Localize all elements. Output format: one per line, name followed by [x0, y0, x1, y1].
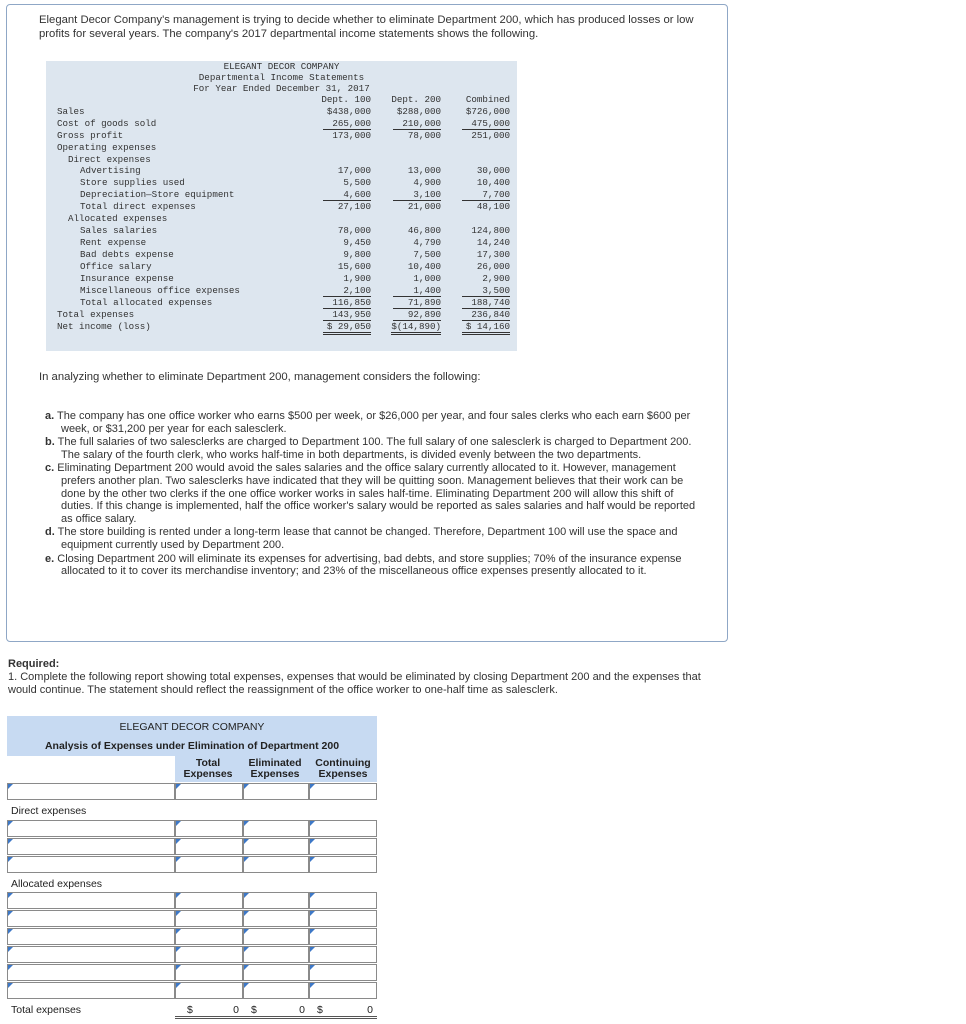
- input-marker-icon: [310, 893, 315, 898]
- input-marker-icon: [176, 839, 181, 844]
- input-marker-icon: [8, 893, 13, 898]
- expense-amount-input[interactable]: [243, 892, 309, 909]
- expense-amount-input[interactable]: [243, 838, 309, 855]
- expense-name-input[interactable]: [7, 946, 175, 963]
- expense-name-input[interactable]: [7, 928, 175, 945]
- statement-value: 7,500: [413, 249, 441, 260]
- expense-amount-input[interactable]: [175, 783, 243, 800]
- statement-value: 27,100: [337, 201, 371, 212]
- analysis-company: ELEGANT DECOR COMPANY: [119, 721, 265, 733]
- consideration-key: c.: [45, 462, 55, 475]
- col-eliminated-line1: Eliminated: [248, 757, 302, 769]
- statement-value: 46,800: [407, 225, 441, 236]
- statement-row-label: Sales: [57, 106, 85, 117]
- currency-sign: $: [187, 1004, 193, 1016]
- statement-value: 475,000: [462, 118, 510, 130]
- consideration-key: e.: [45, 552, 55, 565]
- statement-col-head: Combined: [465, 94, 510, 105]
- allocated-expenses-label: Allocated expenses: [11, 878, 103, 890]
- col-total-header: [175, 758, 241, 780]
- expense-amount-input[interactable]: [175, 838, 243, 855]
- required-section: [8, 658, 708, 697]
- input-marker-icon: [244, 965, 249, 970]
- statement-value: 251,000: [471, 130, 510, 141]
- consideration-item: [45, 553, 705, 578]
- statement-row-label: Total allocated expenses: [80, 297, 213, 308]
- statement-value: 78,000: [337, 225, 371, 236]
- expense-name-input[interactable]: [7, 856, 175, 873]
- statement-row-label: Bad debts expense: [80, 249, 174, 260]
- statement-row-label: Store supplies used: [80, 177, 185, 188]
- statement-value: 10,400: [476, 177, 510, 188]
- col-eliminated-header: [241, 758, 309, 780]
- required-text: 1. Complete the following report showing total expenses, expenses that would be eliminated by closing Department 200 and the expenses that would continue. The statement should reflect the reassignment of the office worker to one-half time as salesclerk.: [8, 671, 701, 696]
- input-marker-icon: [310, 965, 315, 970]
- expense-amount-input[interactable]: [309, 946, 377, 963]
- expense-amount-input[interactable]: [175, 910, 243, 927]
- input-marker-icon: [8, 911, 13, 916]
- input-marker-icon: [8, 839, 13, 844]
- expense-amount-input[interactable]: [243, 946, 309, 963]
- input-marker-icon: [244, 911, 249, 916]
- currency-sign: $: [317, 1004, 323, 1016]
- input-marker-icon: [176, 929, 181, 934]
- input-marker-icon: [244, 893, 249, 898]
- total-expenses-eliminated-cell[interactable]: [243, 1002, 309, 1019]
- statement-value: 143,950: [323, 309, 371, 321]
- input-marker-icon: [244, 983, 249, 988]
- consideration-text: The store building is rented under a long-term lease that cannot be changed. Therefore, Department 100 will use the space and equipment currently used by Department 200.: [57, 526, 678, 551]
- statement-value: 2,900: [482, 273, 510, 284]
- input-marker-icon: [176, 947, 181, 952]
- analysis-input-row: [7, 928, 377, 945]
- analysis-input-row: [7, 892, 377, 909]
- input-marker-icon: [244, 947, 249, 952]
- input-marker-icon: [8, 983, 13, 988]
- total-expenses-total-value: 0: [233, 1004, 239, 1016]
- total-expenses-continuing-value: 0: [367, 1004, 373, 1016]
- direct-expenses-label: Direct expenses: [11, 805, 87, 817]
- expense-amount-input[interactable]: [175, 964, 243, 981]
- consideration-item: [45, 526, 705, 551]
- input-marker-icon: [310, 784, 315, 789]
- input-marker-icon: [176, 857, 181, 862]
- input-marker-icon: [244, 784, 249, 789]
- statement-row-label: Total direct expenses: [80, 201, 196, 212]
- analysis-input-row: [7, 820, 377, 837]
- statement-row-label: Miscellaneous office expenses: [80, 285, 240, 296]
- total-expenses-continuing-cell[interactable]: [309, 1002, 377, 1019]
- problem-box: [6, 4, 728, 642]
- statement-value: 78,000: [407, 130, 441, 141]
- col-total-line2: Expenses: [183, 768, 233, 780]
- statement-value: 92,890: [393, 309, 441, 321]
- statement-value: 3,500: [462, 285, 510, 297]
- considerations-list: [45, 410, 705, 579]
- expense-amount-input[interactable]: [309, 910, 377, 927]
- statement-row-label: Net income (loss): [57, 321, 151, 332]
- expense-amount-input[interactable]: [175, 820, 243, 837]
- statement-value: 30,000: [476, 165, 510, 176]
- statement-value: $438,000: [326, 106, 371, 117]
- input-marker-icon: [8, 784, 13, 789]
- analysis-intro: In analyzing whether to eliminate Department 200, management considers the following:: [39, 371, 481, 383]
- input-marker-icon: [8, 929, 13, 934]
- expense-name-input[interactable]: [7, 892, 175, 909]
- statement-value: 13,000: [407, 165, 441, 176]
- statement-value: 4,900: [413, 177, 441, 188]
- consideration-item: [45, 462, 705, 525]
- col-eliminated-line2: Expenses: [250, 768, 300, 780]
- statement-value: 188,740: [462, 297, 510, 309]
- total-expenses-total-cell[interactable]: [175, 1002, 243, 1019]
- input-marker-icon: [244, 839, 249, 844]
- intro-text: Elegant Decor Company's management is trying to decide whether to eliminate Department 200, which has produced losses or low profits for several years. The company's 2017 departmental income statements shows the following.: [39, 14, 694, 40]
- analysis-input-row: [7, 838, 377, 855]
- input-marker-icon: [8, 821, 13, 826]
- statement-value: $288,000: [396, 106, 441, 117]
- total-expenses-eliminated-value: 0: [299, 1004, 305, 1016]
- input-marker-icon: [244, 929, 249, 934]
- col-continuing-header: [309, 758, 377, 780]
- input-marker-icon: [310, 929, 315, 934]
- expense-amount-input[interactable]: [175, 856, 243, 873]
- expense-amount-input[interactable]: [175, 982, 243, 999]
- statement-value: 15,600: [337, 261, 371, 272]
- input-marker-icon: [176, 983, 181, 988]
- expense-amount-input[interactable]: [243, 820, 309, 837]
- statement-row-label: Insurance expense: [80, 273, 174, 284]
- statement-value: 265,000: [323, 118, 371, 130]
- statement-value: $ 14,160: [462, 321, 510, 335]
- analysis-input-row: [7, 783, 377, 800]
- statement-value: 14,240: [476, 237, 510, 248]
- expense-amount-input[interactable]: [243, 856, 309, 873]
- statement-row-label: Allocated expenses: [68, 213, 168, 224]
- expense-name-input[interactable]: [7, 820, 175, 837]
- col-total-line1: Total: [195, 757, 221, 769]
- statement-value: 1,000: [413, 273, 441, 284]
- input-marker-icon: [176, 784, 181, 789]
- statement-col-head: Dept. 100: [321, 94, 371, 105]
- analysis-header-band: [175, 756, 377, 782]
- currency-sign: $: [251, 1004, 257, 1016]
- expense-amount-input[interactable]: [309, 928, 377, 945]
- statement-value: 71,890: [393, 297, 441, 309]
- statement-row-label: Direct expenses: [68, 154, 151, 165]
- expense-amount-input[interactable]: [309, 892, 377, 909]
- expense-amount-input[interactable]: [309, 964, 377, 981]
- statement-value: 17,000: [337, 165, 371, 176]
- consideration-text: Closing Department 200 will eliminate its expenses for advertising, bad debts, and store supplies; 70% of the insurance expense allocated to it to cover its merchandise inventory; and 23% of the miscellaneous office expenses presently allocated to it.: [57, 552, 682, 578]
- statement-row-label: Advertising: [80, 165, 141, 176]
- expense-name-input[interactable]: [7, 982, 175, 999]
- input-marker-icon: [8, 965, 13, 970]
- statement-value: 2,100: [323, 285, 371, 297]
- consideration-item: [45, 436, 705, 461]
- expense-amount-input[interactable]: [309, 783, 377, 800]
- analysis-input-row: [7, 946, 377, 963]
- statement-company: ELEGANT DECOR COMPANY: [223, 61, 340, 72]
- expense-amount-input[interactable]: [243, 964, 309, 981]
- expense-amount-input[interactable]: [175, 892, 243, 909]
- expense-amount-input[interactable]: [243, 783, 309, 800]
- consideration-key: d.: [45, 526, 55, 539]
- consideration-text: Eliminating Department 200 would avoid the sales salaries and the office salary currently allocated to it. However, management prefers another plan. Two salesclerks have indicated that they will be quitting soon. Management believes that their work can be done by the other two clerks if the one office worker works in sales half-time. Eliminating Department 200 will allow this shift of duties. If this change is implemented, half the office worker's salary would be reported as sales salaries and half would be reported as office salary.: [57, 462, 696, 525]
- statement-value: 173,000: [332, 130, 371, 141]
- statement-value: $ 29,050: [323, 321, 371, 335]
- statement-row-label: Office salary: [80, 261, 152, 272]
- statement-value: 9,450: [343, 237, 371, 248]
- statement-value: $726,000: [465, 106, 510, 117]
- statement-value: 1,900: [343, 273, 371, 284]
- statement-row-label: Rent expense: [80, 237, 147, 248]
- input-marker-icon: [176, 911, 181, 916]
- analysis-input-row: [7, 856, 377, 873]
- statement-value: 5,500: [343, 177, 371, 188]
- expense-amount-input[interactable]: [175, 946, 243, 963]
- expense-amount-input[interactable]: [309, 856, 377, 873]
- expense-name-input[interactable]: [7, 910, 175, 927]
- statement-value: 21,000: [407, 201, 441, 212]
- statement-col-head: Dept. 200: [391, 94, 441, 105]
- statement-value: 236,840: [462, 309, 510, 321]
- expense-amount-input[interactable]: [243, 928, 309, 945]
- statement-value: 4,790: [413, 237, 441, 248]
- input-marker-icon: [310, 983, 315, 988]
- expense-name-input[interactable]: [7, 964, 175, 981]
- analysis-title: Analysis of Expenses under Elimination of Department 200: [44, 740, 340, 752]
- statement-value: 1,400: [393, 285, 441, 297]
- statement-value: 9,800: [343, 249, 371, 260]
- statement-row-label: Cost of goods sold: [57, 118, 157, 129]
- analysis-input-row: [7, 910, 377, 927]
- expense-name-input[interactable]: [7, 838, 175, 855]
- input-marker-icon: [310, 911, 315, 916]
- input-marker-icon: [310, 857, 315, 862]
- statement-value: $(14,890): [391, 321, 441, 335]
- input-marker-icon: [176, 821, 181, 826]
- statement-value: 10,400: [407, 261, 441, 272]
- input-marker-icon: [8, 947, 13, 952]
- statement-row-label: Sales salaries: [80, 225, 158, 236]
- expense-amount-input[interactable]: [309, 838, 377, 855]
- expense-amount-input[interactable]: [175, 928, 243, 945]
- expense-amount-input[interactable]: [309, 982, 377, 999]
- expense-amount-input[interactable]: [309, 820, 377, 837]
- consideration-item: [45, 410, 705, 435]
- statement-value: 4,600: [323, 189, 371, 201]
- col-continuing-line2: Expenses: [318, 768, 368, 780]
- statement-row-label: Total expenses: [57, 309, 135, 320]
- statement-value: 124,800: [471, 225, 510, 236]
- expense-name-input[interactable]: [7, 783, 175, 800]
- input-marker-icon: [176, 893, 181, 898]
- consideration-text: The company has one office worker who earns $500 per week, or $26,000 per year, and four sales clerks who each earn $600 per week, or $31,200 per year for each salesclerk.: [57, 410, 691, 435]
- statement-period: For Year Ended December 31, 2017: [193, 83, 370, 94]
- statement-row-label: Operating expenses: [57, 142, 157, 153]
- analysis-input-row: [7, 964, 377, 981]
- input-marker-icon: [310, 821, 315, 826]
- statement-value: 7,700: [462, 189, 510, 201]
- input-marker-icon: [244, 857, 249, 862]
- required-heading: Required:: [8, 658, 60, 670]
- statement-value: 48,100: [476, 201, 510, 212]
- input-marker-icon: [8, 857, 13, 862]
- consideration-key: a.: [45, 410, 55, 422]
- statement-value: 3,100: [393, 189, 441, 201]
- expense-amount-input[interactable]: [243, 982, 309, 999]
- income-statement: [46, 61, 517, 351]
- analysis-input-row: [7, 982, 377, 999]
- statement-row-label: Depreciation—Store equipment: [80, 189, 235, 200]
- total-expenses-label: Total expenses: [11, 1004, 82, 1016]
- statement-value: 210,000: [393, 118, 441, 130]
- expense-amount-input[interactable]: [243, 910, 309, 927]
- input-marker-icon: [310, 839, 315, 844]
- statement-value: 17,300: [476, 249, 510, 260]
- statement-title: Departmental Income Statements: [198, 72, 365, 83]
- consideration-text: The full salaries of two salesclerks are charged to Department 100. The full salary of one salesclerk is charged to Department 200. The salary of the fourth clerk, who works half-time in both departments, is divided evenly between the two departments.: [57, 436, 692, 461]
- col-continuing-line1: Continuing: [315, 757, 371, 769]
- total-expenses-row: [7, 1002, 377, 1019]
- input-marker-icon: [310, 947, 315, 952]
- analysis-title-band: [7, 716, 377, 756]
- consideration-key: b.: [45, 436, 55, 449]
- statement-value: 116,850: [323, 297, 371, 309]
- statement-row-label: Gross profit: [57, 130, 124, 141]
- input-marker-icon: [176, 965, 181, 970]
- input-marker-icon: [244, 821, 249, 826]
- statement-value: 26,000: [476, 261, 510, 272]
